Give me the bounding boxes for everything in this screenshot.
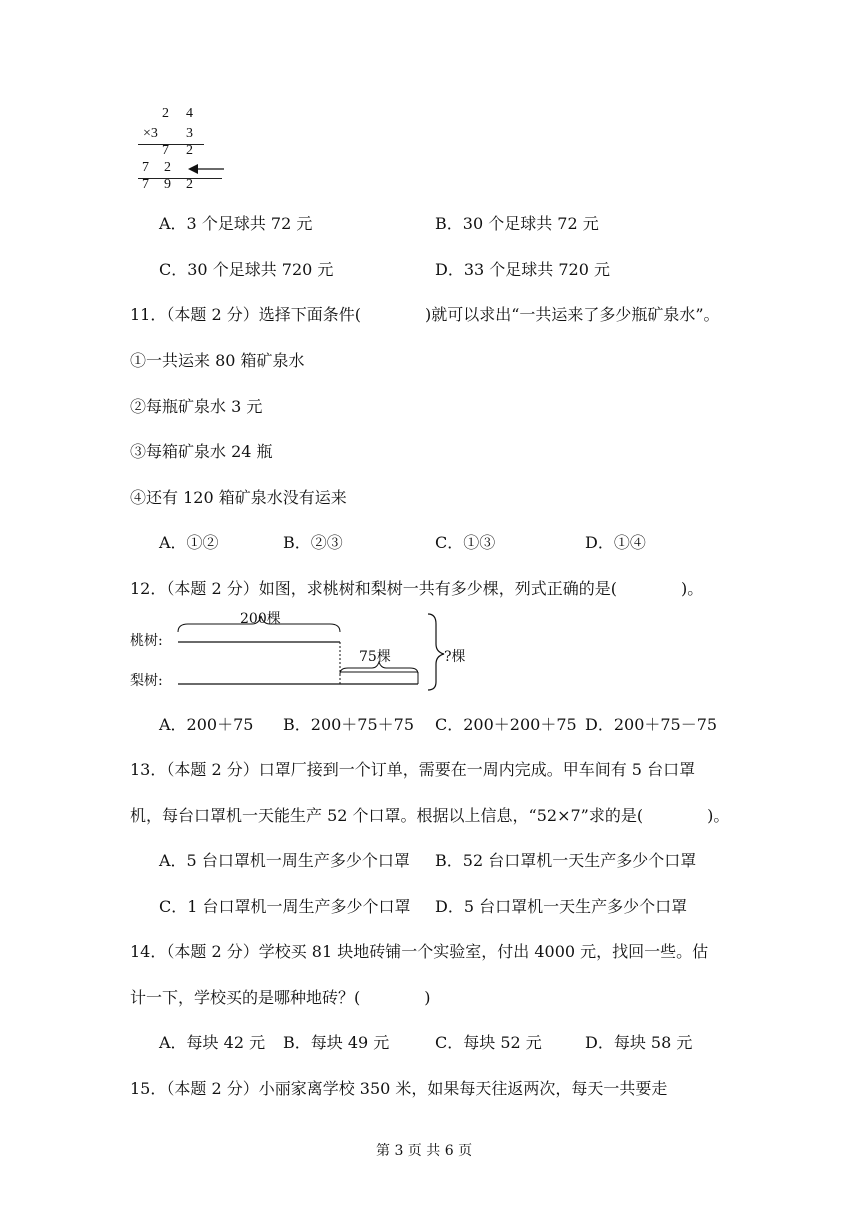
q11-option-a[interactable]: A．①② <box>159 533 219 552</box>
total-label: ?棵 <box>444 649 466 665</box>
q13-option-d[interactable]: D．5 台口罩机一天生产多少个口罩 <box>435 897 688 916</box>
mult-digit: 9 <box>164 177 171 192</box>
q11-condition-2: ②每瓶矿泉水 3 元 <box>130 397 263 416</box>
mult-digit: 3 <box>186 126 193 141</box>
mult-digit: 2 <box>186 143 193 158</box>
peach-count-label: 200棵 <box>240 611 281 627</box>
q10-option-d[interactable]: D．33 个足球共 720 元 <box>435 260 610 279</box>
mult-digit: 2 <box>162 106 169 121</box>
q14-option-a[interactable]: A．每块 42 元 <box>159 1033 266 1052</box>
multiplication-figure <box>132 104 227 196</box>
q11-stem: 11．（本题 2 分）选择下面条件( )就可以求出“一共运来了多少瓶矿泉水”。 <box>130 305 720 324</box>
q12-option-c[interactable]: C．200＋200＋75 <box>435 715 577 734</box>
mult-digit: 4 <box>186 106 193 121</box>
mult-digit: 7 <box>162 143 169 158</box>
q12-option-b[interactable]: B．200＋75＋75 <box>283 715 415 734</box>
q12-option-a[interactable]: A．200＋75 <box>159 715 254 734</box>
q12-option-d[interactable]: D．200＋75－75 <box>585 715 718 734</box>
mult-digit: 7 <box>142 177 149 192</box>
q11-condition-3: ③每箱矿泉水 24 瓶 <box>130 442 273 461</box>
q11-option-c[interactable]: C．①③ <box>435 533 496 552</box>
q11-condition-1: ①一共运来 80 箱矿泉水 <box>130 351 305 370</box>
q10-option-b[interactable]: B．30 个足球共 72 元 <box>435 214 599 233</box>
q11-condition-4: ④还有 120 箱矿泉水没有运来 <box>130 488 347 507</box>
q11-option-d[interactable]: D．①④ <box>585 533 646 552</box>
mult-digit: 2 <box>186 177 193 192</box>
q11-option-b[interactable]: B．②③ <box>283 533 343 552</box>
q15-stem-line1: 15．（本题 2 分）小丽家离学校 350 米，如果每天往返两次，每天一共要走 <box>130 1079 668 1098</box>
q14-stem-line1: 14．（本题 2 分）学校买 81 块地砖铺一个实验室，付出 4000 元，找回一些。估 <box>130 942 709 961</box>
mult-line <box>138 144 204 145</box>
pear-label: 梨树: <box>130 673 163 689</box>
q13-option-b[interactable]: B．52 台口罩机一天生产多少个口罩 <box>435 851 697 870</box>
mult-digit: 7 <box>142 160 149 175</box>
mult-digit: 2 <box>164 160 171 175</box>
q14-stem-line2: 计一下，学校买的是哪种地砖？( ) <box>130 988 431 1007</box>
q13-option-a[interactable]: A．5 台口罩机一周生产多少个口罩 <box>159 851 410 870</box>
q10-option-a[interactable]: A．3 个足球共 72 元 <box>159 214 313 233</box>
arrow-left-icon <box>186 162 226 176</box>
q10-option-c[interactable]: C．30 个足球共 720 元 <box>159 260 334 279</box>
extra-count-label: 75棵 <box>359 649 391 665</box>
q14-option-b[interactable]: B．每块 49 元 <box>283 1033 390 1052</box>
tree-diagram <box>128 606 488 696</box>
page-footer: 第 3 页 共 6 页 <box>376 1143 473 1159</box>
peach-label: 桃树: <box>130 633 163 649</box>
mult-line <box>138 178 222 179</box>
tree-diagram-lines <box>128 606 488 696</box>
q13-option-c[interactable]: C．1 台口罩机一周生产多少个口罩 <box>159 897 411 916</box>
q13-stem-line2: 机，每台口罩机一天能生产 52 个口罩。根据以上信息，“52×7”求的是( )。 <box>130 806 730 825</box>
q12-stem: 12．（本题 2 分）如图，求桃树和梨树一共有多少棵，列式正确的是( )。 <box>130 579 704 598</box>
mult-digit: ×3 <box>143 126 158 141</box>
q13-stem-line1: 13．（本题 2 分）口罩厂接到一个订单，需要在一周内完成。甲车间有 5 台口罩 <box>130 760 696 779</box>
q14-option-d[interactable]: D．每块 58 元 <box>585 1033 693 1052</box>
q14-option-c[interactable]: C．每块 52 元 <box>435 1033 542 1052</box>
